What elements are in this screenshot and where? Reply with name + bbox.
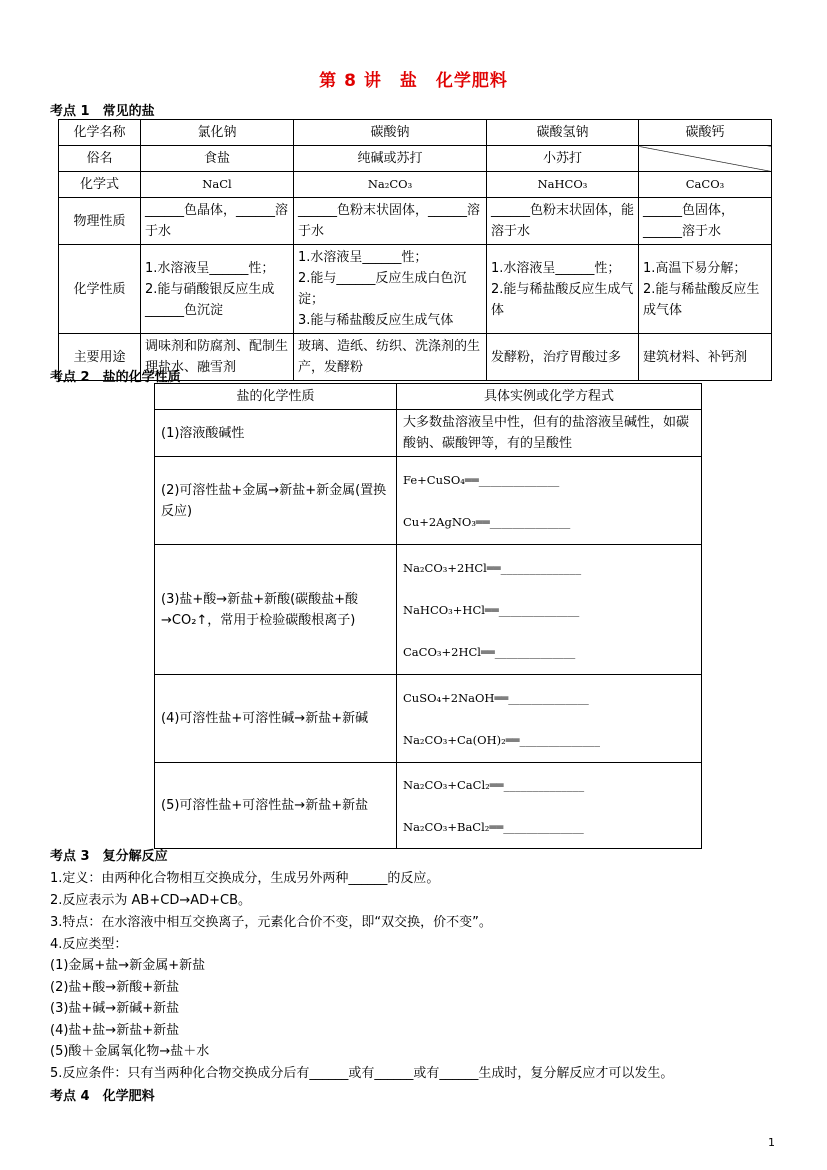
text-line: (2)盐+酸→新酸+新盐 [50,980,180,995]
cell-formula: Na₂CO₃ [294,172,487,198]
equation: Na₂CO₃+2HCl══______________ [403,560,582,575]
example-cell: 大多数盐溶液呈中性，但有的盐溶液呈碱性，如碳酸钠、碳酸钾等，有的呈酸性 [397,410,702,457]
equation: Na₂CO₃+CaCl₂══______________ [403,777,585,792]
text-line: 2.反应表示为 AB+CD→AD+CB。 [50,893,252,908]
cell: 建筑材料、补钙剂 [639,334,772,381]
cell-empty-diagonal [639,146,772,172]
example-cell [397,545,702,675]
cell: 小苏打 [487,146,639,172]
text-line: 3.特点：在水溶液中相互交换离子，元素化合价不变，即“双交换，价不变”。 [50,915,492,930]
cell: ______色固体，______溶于水 [639,198,772,245]
equation: CuSO₄+2NaOH══______________ [403,690,589,705]
text-line: (4)盐+盐→新盐+新盐 [50,1023,180,1038]
equation: Cu+2AgNO₃══______________ [403,514,571,529]
cell: 发酵粉，治疗胃酸过多 [487,334,639,381]
example-cell [397,763,702,849]
property-cell: (4)可溶性盐+可溶性碱→新盐+新碱 [155,675,397,763]
cell-label: 主要用途 [59,334,141,381]
cell: 1.水溶液呈______性； 2.能与稀盐酸反应生成气体 [487,245,639,334]
cell: 纯碱或苏打 [294,146,487,172]
cell: ______色晶体，______溶于水 [141,198,294,245]
cell-header: 氯化钠 [141,120,294,146]
equation: Na₂CO₃+Ca(OH)₂══______________ [403,732,601,747]
text-line: (3)盐+碱→新碱+新盐 [50,1001,180,1016]
cell: 1.高温下易分解； 2.能与稀盐酸反应生成气体 [639,245,772,334]
cell-label: 物理性质 [59,198,141,245]
section-heading-2: 考点 2 盐的化学性质 [50,370,181,385]
cell-label: 俗名 [59,146,141,172]
cell: 调味剂和防腐剂、配制生理盐水、融雪剂 [141,334,294,381]
cell: 1.水溶液呈______性； 2.能与______反应生成白色沉淀； 3.能与稀盐酸反应生成气体 [294,245,487,334]
cell: 食盐 [141,146,294,172]
cell-header: 盐的化学性质 [155,384,397,410]
cell: ______色粉末状固体，能溶于水 [487,198,639,245]
cell-header: 碳酸氢钠 [487,120,639,146]
equation: Na₂CO₃+BaCl₂══______________ [403,819,584,834]
cell-formula: NaHCO₃ [487,172,639,198]
section-heading-1: 考点 1 常见的盐 [50,104,155,119]
cell: ______色粉末状固体，______溶于水 [294,198,487,245]
common-salts-table [58,119,772,381]
cell-header: 化学名称 [59,120,141,146]
cell-header: 碳酸钙 [639,120,772,146]
example-cell [397,457,702,545]
cell-header: 碳酸钠 [294,120,487,146]
cell-formula: CaCO₃ [639,172,772,198]
salt-properties-table [154,383,702,849]
property-cell: (5)可溶性盐+可溶性盐→新盐+新盐 [155,763,397,849]
page-title: 第 8 讲 盐 化学肥料 [319,71,508,91]
cell: 玻璃、造纸、纺织、洗涤剂的生产，发酵粉 [294,334,487,381]
text-line: (5)酸＋金属氧化物→盐＋水 [50,1044,210,1059]
text-line: 5.反应条件：只有当两种化合物交换成分后有______或有______或有______生成时，复分解反应才可以发生。 [50,1066,674,1081]
cell-formula: NaCl [141,172,294,198]
text-line: (1)金属+盐→新金属+新盐 [50,958,206,973]
cell-header: 具体实例或化学方程式 [397,384,702,410]
cell-label: 化学式 [59,172,141,198]
section-heading-3: 考点 3 复分解反应 [50,849,168,864]
page-number: 1 [768,1136,775,1149]
property-cell: (2)可溶性盐+金属→新盐+新金属(置换反应) [155,457,397,545]
example-cell [397,675,702,763]
equation: NaHCO₃+HCl══______________ [403,602,580,617]
property-cell: (3)盐+酸→新盐+新酸(碳酸盐+酸→CO₂↑，常用于检验碳酸根离子) [155,545,397,675]
equation: Fe+CuSO₄══______________ [403,472,560,487]
equation: CaCO₃+2HCl══______________ [403,644,576,659]
text-line: 1.定义：由两种化合物相互交换成分，生成另外两种______的反应。 [50,871,440,886]
property-cell: (1)溶液酸碱性 [155,410,397,457]
cell: 1.水溶液呈______性； 2.能与硝酸银反应生成______色沉淀 [141,245,294,334]
section-heading-4: 考点 4 化学肥料 [50,1089,155,1104]
cell-label: 化学性质 [59,245,141,334]
text-line: 4.反应类型： [50,937,128,952]
